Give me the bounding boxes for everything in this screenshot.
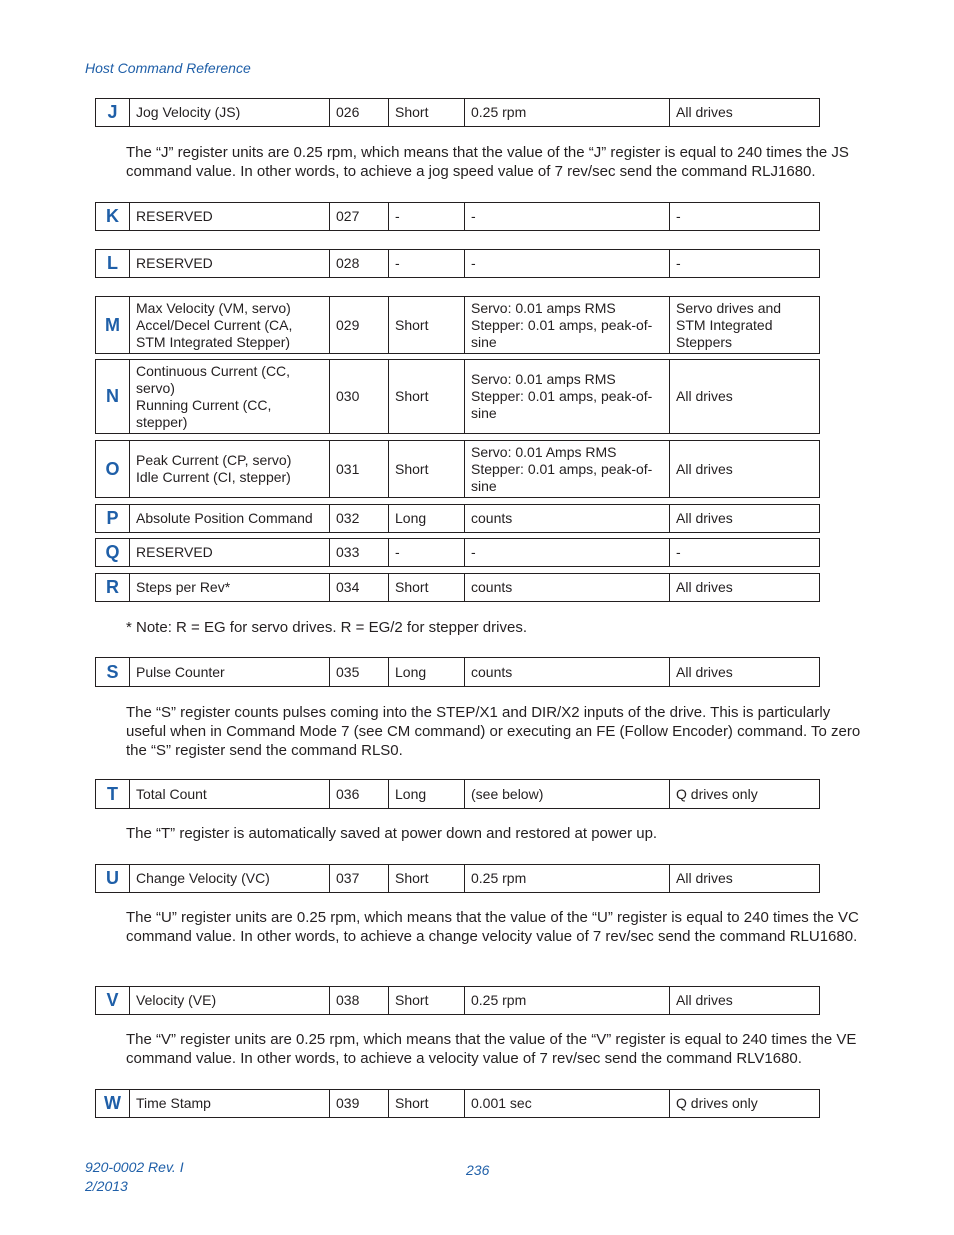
register-units: 0.25 rpm — [471, 870, 527, 886]
register-drives: - — [676, 255, 681, 271]
register-name: Total Count — [136, 785, 207, 802]
register-row-m — [95, 296, 820, 354]
register-letter: T — [107, 783, 118, 804]
register-units: 0.001 sec — [471, 1095, 532, 1111]
register-row-o — [95, 440, 820, 498]
section-header: Host Command Reference — [85, 60, 251, 76]
page-number: 236 — [466, 1162, 490, 1178]
register-name: Pulse Counter — [136, 663, 225, 680]
register-type: Long — [395, 785, 427, 802]
register-drives: All drives — [676, 663, 733, 680]
register-units: Servo: 0.01 amps RMS Stepper: 0.01 amps, peak-of-sine — [471, 299, 653, 350]
register-number: 030 — [336, 388, 360, 404]
register-letter: R — [106, 577, 119, 597]
register-drives: All drives — [676, 510, 733, 526]
register-letter: S — [106, 661, 119, 682]
note-t: The “T” register is automatically saved at power down and restored at power up. — [126, 825, 658, 842]
register-row-u — [95, 864, 820, 893]
register-units: Servo: 0.01 amps RMS Stepper: 0.01 amps, peak-of-sine — [471, 371, 653, 421]
register-drives: All drives — [676, 579, 733, 595]
register-name: RESERVED — [136, 255, 213, 271]
register-units: - — [471, 208, 476, 224]
register-type: - — [395, 255, 400, 271]
register-number: 026 — [336, 104, 360, 120]
register-name: Continuous Current (CC, servo) Running Current (CC, stepper) — [136, 362, 291, 430]
register-units: 0.25 rpm — [471, 104, 527, 120]
register-type: Short — [395, 870, 429, 886]
register-name: Time Stamp — [136, 1095, 211, 1111]
register-letter: J — [107, 102, 118, 122]
register-row-k — [95, 202, 820, 231]
register-row-s — [95, 657, 820, 687]
register-number: 037 — [336, 870, 360, 886]
register-units: counts — [471, 510, 513, 526]
register-units: - — [471, 255, 476, 271]
register-number: 027 — [336, 208, 360, 224]
register-letter: U — [106, 868, 119, 888]
register-type: Short — [395, 460, 429, 477]
register-row-p — [95, 504, 820, 533]
register-type: Long — [395, 510, 427, 526]
register-type: Long — [395, 663, 427, 680]
register-type: Short — [395, 316, 429, 333]
register-row-q — [95, 538, 820, 567]
register-number: 036 — [336, 785, 360, 802]
register-units: (see below) — [471, 785, 544, 802]
register-drives: Q drives only — [676, 785, 758, 802]
note-s: The “S” register counts pulses coming into the STEP/X1 and DIR/X2 inputs of the drive. This is particularly useful when in Command Mode 7 (see CM command) or executing an FE (Follow Encoder) command. To zero the “S” register send the command RLS0. — [126, 704, 861, 759]
register-drives: Servo drives and STM Integrated Steppers — [676, 299, 782, 350]
register-letter: M — [105, 314, 120, 335]
register-number: 033 — [336, 544, 360, 560]
register-number: 038 — [336, 992, 360, 1008]
register-type: Short — [395, 579, 429, 595]
register-name: Absolute Position Command — [136, 510, 313, 526]
register-letter: K — [106, 206, 119, 226]
register-type: Short — [395, 388, 429, 404]
footer-doc-number: 920-0002 Rev. I 2/2013 — [85, 1159, 184, 1194]
note-u: The “U” register units are 0.25 rpm, which means that the value of the “U” register is equal to 240 times the VC command value. In other words, to achieve a change velocity value of 7 rev/sec send the command RLU1680. — [126, 909, 859, 945]
register-units: - — [471, 544, 476, 560]
register-letter: O — [105, 458, 120, 479]
register-type: - — [395, 208, 400, 224]
register-drives: - — [676, 208, 681, 224]
register-name: Velocity (VE) — [136, 992, 217, 1008]
register-drives: All drives — [676, 104, 733, 120]
register-name: Max Velocity (VM, servo) Accel/Decel Current (CA, STM Integrated Stepper) — [136, 299, 293, 350]
register-number: 029 — [336, 316, 360, 333]
register-name: Change Velocity (VC) — [136, 870, 270, 886]
register-name: RESERVED — [136, 544, 213, 560]
register-number: 032 — [336, 510, 360, 526]
register-letter: P — [106, 508, 119, 528]
register-units: 0.25 rpm — [471, 992, 527, 1008]
register-units: counts — [471, 663, 513, 680]
register-row-w — [95, 1089, 820, 1118]
register-drives: All drives — [676, 460, 733, 477]
register-type: Short — [395, 1095, 429, 1111]
register-letter: N — [106, 386, 119, 406]
register-row-v — [95, 986, 820, 1015]
register-letter: W — [104, 1093, 121, 1113]
note-v: The “V” register units are 0.25 rpm, which means that the value of the “V” register is equal to 240 times the VE command value. In other words, to achieve a velocity value of 7 rev/sec send the command RLV1680. — [126, 1031, 857, 1067]
register-name: Jog Velocity (JS) — [136, 104, 241, 120]
register-letter: Q — [105, 542, 120, 562]
register-letter: L — [107, 253, 118, 273]
register-drives: All drives — [676, 992, 733, 1008]
register-units: Servo: 0.01 Amps RMS Stepper: 0.01 amps, peak-of-sine — [471, 443, 653, 494]
register-name: RESERVED — [136, 208, 213, 224]
register-type: Short — [395, 104, 429, 120]
note-r: * Note: R = EG for servo drives. R = EG/2 for stepper drives. — [126, 619, 527, 636]
register-row-l — [95, 249, 820, 278]
register-type: - — [395, 544, 400, 560]
register-number: 039 — [336, 1095, 360, 1111]
register-row-t — [95, 779, 820, 809]
register-drives: All drives — [676, 870, 733, 886]
register-letter: V — [106, 990, 119, 1010]
register-units: counts — [471, 579, 513, 595]
register-number: 035 — [336, 663, 360, 680]
register-type: Short — [395, 992, 429, 1008]
register-row-n — [95, 359, 820, 434]
register-drives: - — [676, 544, 681, 560]
register-number: 031 — [336, 460, 360, 477]
note-j: The “J” register units are 0.25 rpm, which means that the value of the “J” register is equal to 240 times the JS command value. In other words, to achieve a jog speed value of 7 rev/sec send the command RLJ1680. — [126, 144, 849, 180]
register-name: Steps per Rev* — [136, 579, 231, 595]
register-name: Peak Current (CP, servo) Idle Current (CI, stepper) — [136, 452, 292, 485]
register-number: 028 — [336, 255, 360, 271]
register-drives: All drives — [676, 388, 733, 404]
register-drives: Q drives only — [676, 1095, 758, 1111]
register-number: 034 — [336, 579, 360, 595]
register-row-j — [95, 98, 820, 127]
register-row-r — [95, 573, 820, 602]
